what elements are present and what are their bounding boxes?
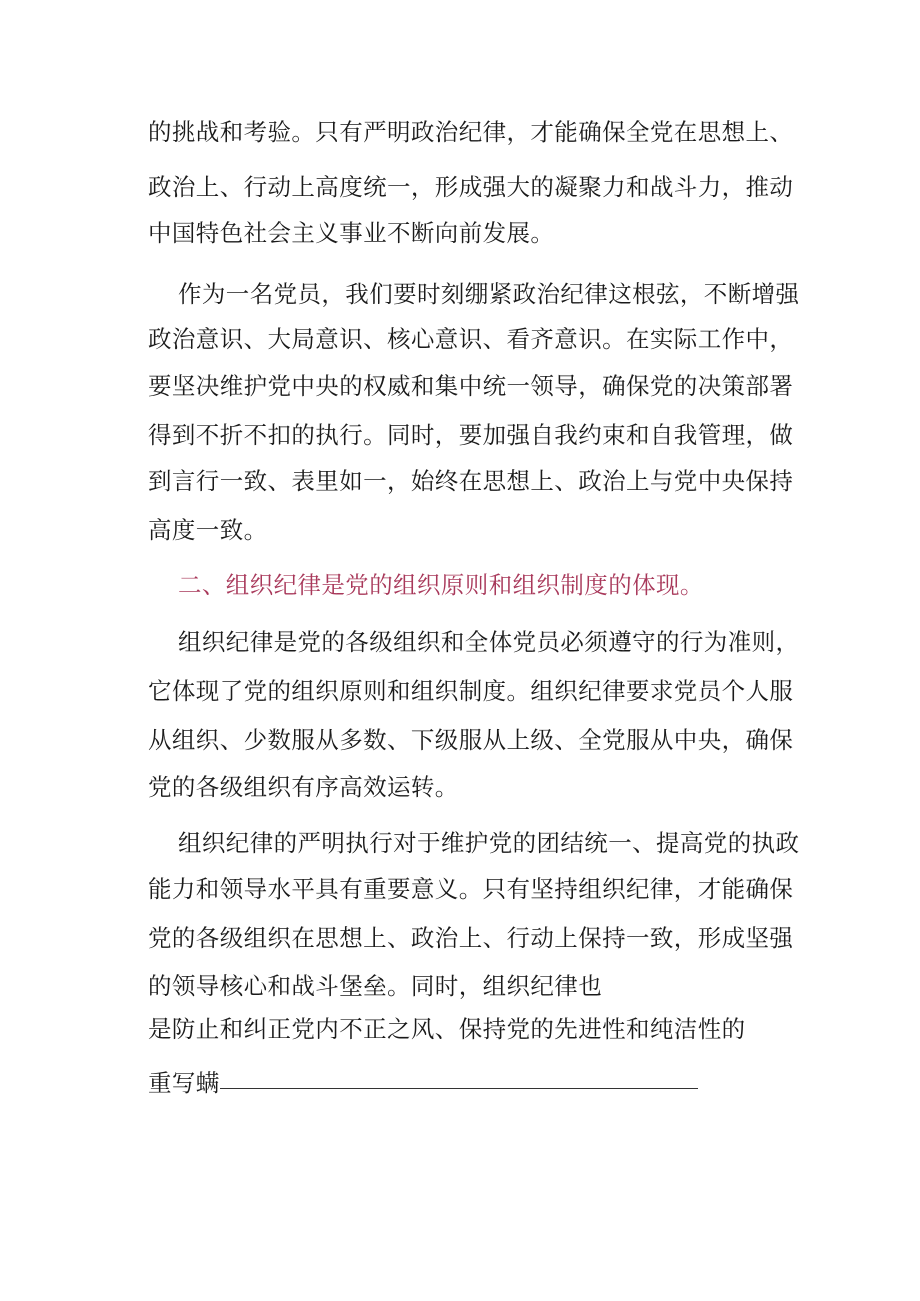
paragraph-4-line-2: 能力和领导水平具有重要意义。只有坚持组织纪律，才能确保	[148, 875, 794, 903]
section-heading-2: 二、组织纪律是党的组织原则和组织制度的体现。	[178, 571, 704, 599]
paragraph-2-line-3: 要坚决维护党中央的权威和集中统一领导，确保党的决策部署	[148, 372, 794, 400]
paragraph-1-line-1: 的挑战和考验。只有严明政治纪律，才能确保全党在思想上、	[148, 118, 794, 146]
paragraph-3-line-3: 从组织、少数服从多数、下级服从上级、全党服从中央，确保	[148, 726, 794, 754]
paragraph-2-line-2: 政治意识、大局意识、核心意识、看齐意识。在实际工作中，	[148, 325, 794, 353]
paragraph-2-line-6: 高度一致。	[148, 516, 268, 544]
paragraph-2-line-1: 作为一名党员，我们要时刻绷紧政治纪律这根弦，不断增强	[178, 280, 800, 308]
paragraph-2-line-5: 到言行一致、表里如一，始终在思想上、政治上与党中央保持	[148, 467, 794, 495]
paragraph-1-line-2: 政治上、行动上高度统一，形成强大的凝聚力和战斗力，推动	[148, 173, 794, 201]
footer-label: 重写螨	[148, 1069, 220, 1097]
footer-underline	[220, 1088, 698, 1089]
paragraph-3-line-4: 党的各级组织有序高效运转。	[148, 773, 459, 801]
paragraph-2-line-4: 得到不折不扣的执行。同时，要加强自我约束和自我管理，做	[148, 421, 794, 449]
paragraph-3-line-2: 它体现了党的组织原则和组织制度。组织纪律要求党员个人服	[148, 677, 794, 705]
paragraph-4-line-4: 的领导核心和战斗堡垒。同时，组织纪律也	[148, 972, 603, 1000]
paragraph-3-line-1: 组织纪律是党的各级组织和全体党员必须遵守的行为准则，	[178, 628, 800, 656]
paragraph-4-line-1: 组织纪律的严明执行对于维护党的团结统一、提高党的执政	[178, 829, 800, 857]
paragraph-4-line-3: 党的各级组织在思想上、政治上、行动上保持一致，形成坚强	[148, 924, 794, 952]
paragraph-4-line-5: 是防止和纠正党内不正之风、保持党的先进性和纯洁性的	[148, 1015, 746, 1043]
paragraph-1-line-3: 中国特色社会主义事业不断向前发展。	[148, 219, 555, 247]
